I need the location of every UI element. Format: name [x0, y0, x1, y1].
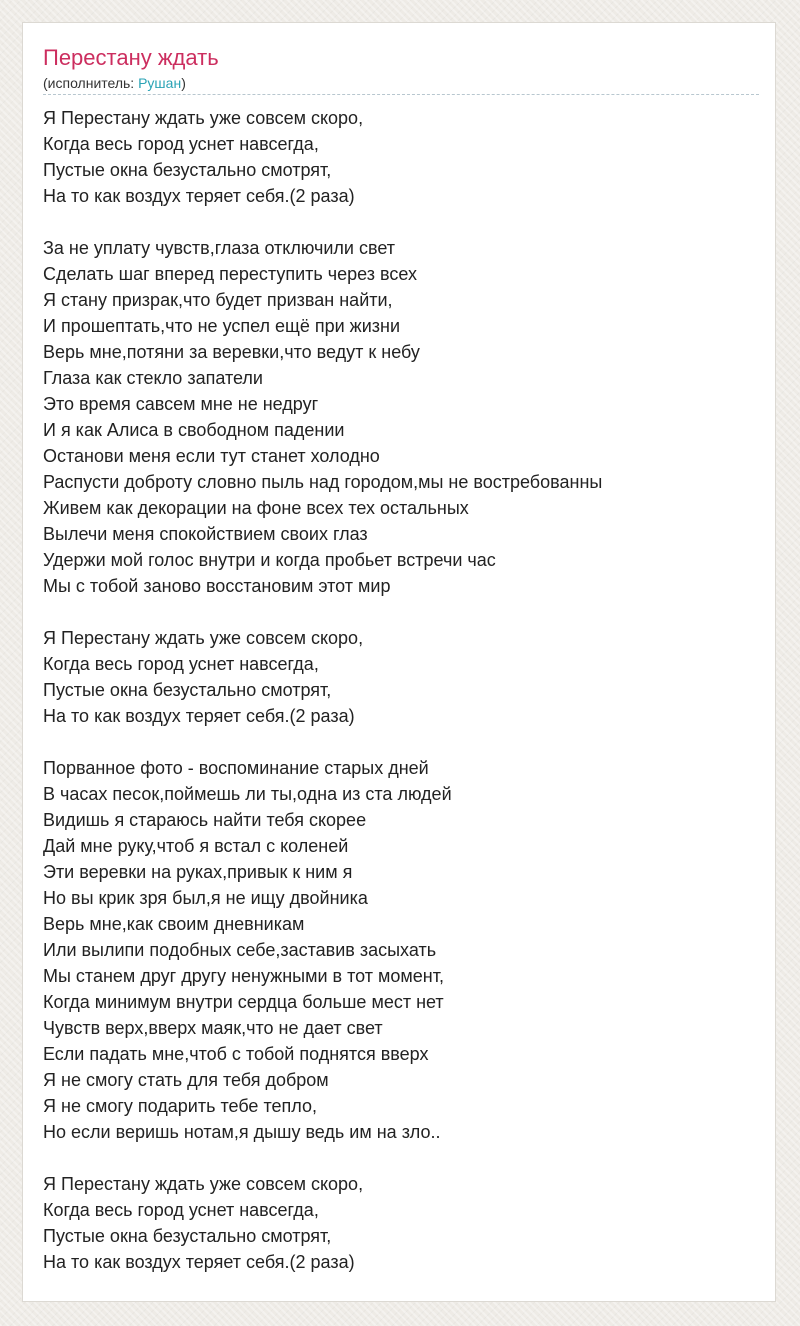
lyrics-line: Распусти доброту словно пыль над городом,мы не востребованны — [43, 472, 603, 492]
lyrics-line: Я не смогу стать для тебя добром — [43, 1070, 329, 1090]
lyrics-line: Но вы крик зря был,я не ищу двойника — [43, 888, 368, 908]
lyrics-line: Я Перестану ждать уже совсем скоро, — [43, 628, 364, 648]
lyrics-line: Я Перестану ждать уже совсем скоро, — [43, 108, 364, 128]
lyrics-line: В часах песок,поймешь ли ты,одна из ста людей — [43, 784, 452, 804]
lyrics-line: Порванное фото - воспоминание старых дней — [43, 758, 429, 778]
title-divider — [43, 94, 759, 95]
lyrics-line: На то как воздух теряет себя.(2 раза) — [43, 186, 355, 206]
lyrics-line: Это время савсем мне не недруг — [43, 394, 319, 414]
lyrics-line: Удержи мой голос внутри и когда пробьет встречи час — [43, 550, 496, 570]
lyrics-line: На то как воздух теряет себя.(2 раза) — [43, 1252, 355, 1272]
lyrics-stanza — [43, 755, 759, 1145]
lyrics-stanza — [43, 625, 759, 729]
artist-prefix: (исполнитель: — [43, 75, 139, 91]
lyrics-line: Дай мне руку,чтоб я встал с коленей — [43, 836, 349, 856]
lyrics-line: Когда весь город уснет навсегда, — [43, 134, 319, 154]
lyrics-stanza — [43, 105, 759, 209]
lyrics-line: Пустые окна безустально смотрят, — [43, 680, 332, 700]
lyrics-line: Я стану призрак,что будет призван найти, — [43, 290, 393, 310]
lyrics-line: Живем как декорации на фоне всех тех остальных — [43, 498, 469, 518]
lyrics-line: Или вылипи подобных себе,заставив засыхать — [43, 940, 437, 960]
lyrics-line: Сделать шаг вперед переступить через всех — [43, 264, 418, 284]
lyrics-line: Чувств верх,вверх маяк,что не дает свет — [43, 1018, 383, 1038]
song-title: Перестану ждать — [43, 45, 219, 70]
lyrics-line: За не уплату чувств,глаза отключили свет — [43, 238, 395, 258]
lyrics-line: Когда весь город уснет навсегда, — [43, 654, 319, 674]
lyrics-line: Но если веришь нотам,я дышу ведь им на зло.. — [43, 1122, 441, 1142]
lyrics-line: Я не смогу подарить тебе тепло, — [43, 1096, 317, 1116]
lyrics-line: Когда минимум внутри сердца больше мест нет — [43, 992, 444, 1012]
lyrics-line: Верь мне,потяни за веревки,что ведут к небу — [43, 342, 420, 362]
lyrics-card — [22, 22, 776, 1302]
lyrics-line: Глаза как стекло запатели — [43, 368, 263, 388]
lyrics-line: Я Перестану ждать уже совсем скоро, — [43, 1174, 364, 1194]
lyrics-line: И прошептать,что не успел ещё при жизни — [43, 316, 401, 336]
lyrics-line: Пустые окна безустально смотрят, — [43, 1226, 332, 1246]
lyrics-line: Когда весь город уснет навсегда, — [43, 1200, 319, 1220]
lyrics-line: Останови меня если тут станет холодно — [43, 446, 380, 466]
lyrics-line: И я как Алиса в свободном падении — [43, 420, 345, 440]
lyrics-line: На то как воздух теряет себя.(2 раза) — [43, 706, 355, 726]
lyrics-line: Вылечи меня спокойствием своих глаз — [43, 524, 368, 544]
lyrics-line: Эти веревки на руках,привык к ним я — [43, 862, 353, 882]
lyrics-line: Видишь я стараюсь найти тебя скорее — [43, 810, 367, 830]
lyrics-line: Верь мне,как своим дневникам — [43, 914, 305, 934]
lyrics-line: Мы с тобой заново восстановим этот мир — [43, 576, 391, 596]
artist-line — [43, 74, 186, 92]
lyrics-stanza — [43, 1171, 759, 1275]
lyrics-line: Пустые окна безустально смотрят, — [43, 160, 332, 180]
lyrics-body — [43, 105, 759, 1301]
lyrics-line: Если падать мне,чтоб с тобой поднятся вверх — [43, 1044, 429, 1064]
artist-link[interactable]: Рушан — [138, 75, 182, 91]
artist-suffix: ) — [181, 75, 186, 91]
lyrics-line: Мы станем друг другу ненужными в тот момент, — [43, 966, 444, 986]
lyrics-stanza — [43, 235, 759, 599]
